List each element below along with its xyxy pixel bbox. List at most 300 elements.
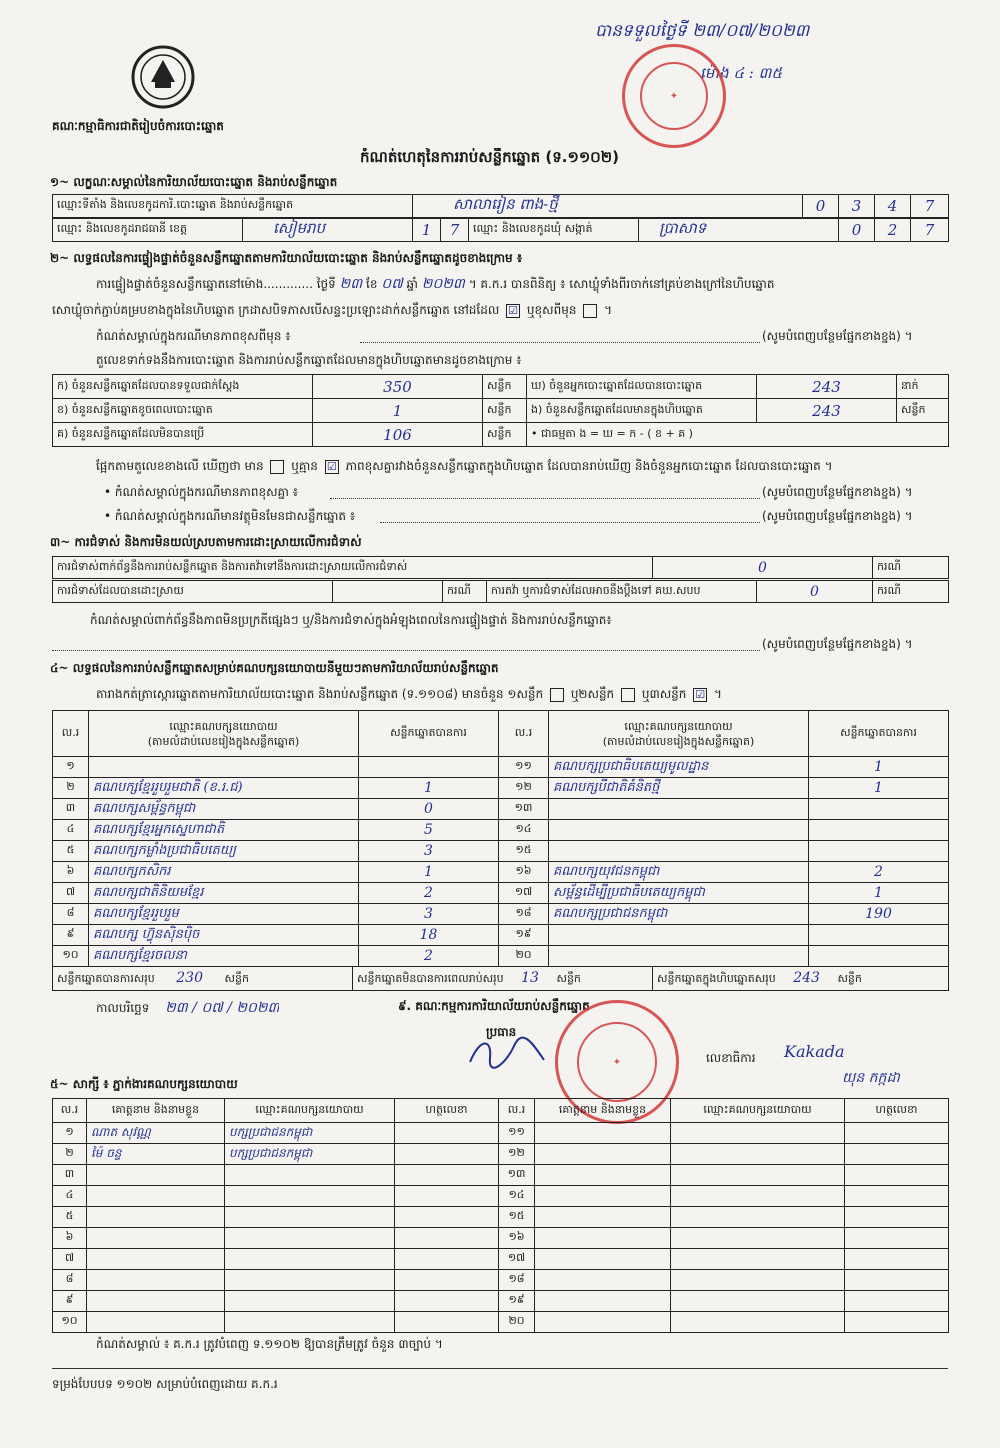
witness-signature	[845, 1144, 949, 1165]
total-box-value: 243	[793, 969, 820, 986]
location-code-digit: 7	[911, 195, 949, 218]
witness-signature	[395, 1123, 499, 1144]
location-code-digit: 0	[803, 195, 839, 218]
secretary-signature: Kakada	[784, 1042, 845, 1061]
official-stamp-top: ✦	[622, 44, 726, 148]
witness-party: បក្សប្រជាជនកម្ពុជា	[225, 1123, 395, 1144]
dotted-line	[52, 650, 760, 651]
vote-count	[359, 757, 499, 778]
verify-month-label: ខែ	[366, 277, 378, 291]
checkbox-2sheet[interactable]	[621, 688, 635, 702]
discrepancy-have-label: ផ្អែកតាមតួលេខខាងលើ ឃើញថា មាន	[96, 459, 264, 473]
section1-title: ១~ លក្ខណៈសម្គាល់នៃការិយាល័យបោះឆ្នោត និងរាប់សន្លឹកឆ្នោត	[50, 175, 338, 189]
row-no: ១៧	[499, 1249, 535, 1270]
row-no: ១៣	[499, 799, 549, 820]
complaints-table	[52, 556, 949, 579]
table-row	[53, 883, 949, 904]
witness-name	[535, 1186, 671, 1207]
witness-name: ណាត សុវណ្ណ	[87, 1123, 225, 1144]
table-row	[53, 1144, 949, 1165]
org-name: គណៈកម្មាធិការជាតិរៀបចំការបោះឆ្នោត	[52, 119, 224, 133]
vote-count	[809, 946, 949, 967]
col-party-subtitle: (តាមលំដាប់លេខរៀងក្នុងសន្លឹកឆ្នោត)	[602, 734, 755, 748]
witness-name	[87, 1249, 225, 1270]
commune-label: ឈ្មោះ និងលេខកូដឃុំ សង្កាត់	[469, 219, 639, 242]
row-no: ៦	[53, 1228, 87, 1249]
row-no: ១៨	[499, 904, 549, 925]
witness-party	[671, 1312, 845, 1333]
row-no: ៥	[53, 1207, 87, 1228]
row-no: ១១	[499, 1123, 535, 1144]
row-no: ៧	[53, 883, 89, 904]
witness-col-sign: ហត្ថលេខា	[845, 1099, 949, 1123]
row-no: ១៩	[499, 925, 549, 946]
vote-count: 1	[809, 883, 949, 904]
party-name	[549, 946, 809, 967]
figure-value: 1	[313, 399, 483, 423]
witness-name	[535, 1291, 671, 1312]
party-name: គណបក្សប្រជាជនកម្ពុជា	[549, 904, 809, 925]
vote-count	[809, 820, 949, 841]
witness-party	[671, 1123, 845, 1144]
total-valid-unit: សន្លឹក	[224, 971, 249, 985]
vote-count: 2	[359, 883, 499, 904]
party-name: គណបក្សកម្លាំងប្រជាធិបតេយ្យ	[89, 841, 359, 862]
witness-party	[671, 1228, 845, 1249]
row-no: ២	[53, 1144, 87, 1165]
figure-unit: សន្លឹក	[483, 423, 527, 447]
row-no: ១៦	[499, 862, 549, 883]
discrepancy-line	[96, 458, 833, 476]
row-no: ៦	[53, 862, 89, 883]
row-no: ១៥	[499, 1207, 535, 1228]
complaints-unit: ករណី	[873, 557, 949, 579]
complaints-value: 0	[653, 557, 873, 579]
fill-note: (សូមបំពេញបន្ថែមផ្នែកខាងខ្នង) ។	[762, 637, 913, 651]
party-name: គណបក្សសម្ព័ន្ធកម្ពុជា	[89, 799, 359, 820]
bullet-discrepancy: • កំណត់សម្គាល់ក្នុងករណីមានភាពខុសគ្នា ៖	[104, 485, 299, 499]
formula-note: • ជាធម្មតា ង = ឃ = ក - ( ខ + គ )	[527, 423, 949, 447]
witness-signature	[845, 1186, 949, 1207]
witness-signature	[845, 1123, 949, 1144]
witness-signature	[395, 1270, 499, 1291]
vote-count: 2	[809, 862, 949, 883]
checkbox-diff[interactable]	[583, 304, 597, 318]
section1-table	[52, 194, 949, 218]
witness-party	[671, 1270, 845, 1291]
table-row	[53, 925, 949, 946]
location-label: ឈ្មោះទីតាំង និងលេខកូដការិ.បោះឆ្នោត និងរាប់សន្លឹកឆ្នោត	[53, 195, 413, 218]
verify-line2: សោឃ្លុំចាក់ភ្ជាប់គម្របខាងក្នុងនៃហិបឆ្នោត ក្រដាសបិទភាសបើសន្ទះប្រឡោះដាក់សន្លឹកឆ្នោត នៅដដែល ☑ ឬខុសពីមុន ។	[52, 303, 612, 317]
party-name: គណបក្សប្រជាធិបតេយ្យមូលដ្ឋាន	[549, 757, 809, 778]
figure-label: ខ) ចំនួនសន្លឹកឆ្នោតខូចពេលបោះឆ្នោត	[53, 399, 313, 423]
province-value: សៀមរាប	[243, 219, 413, 242]
col-party-subtitle: (តាមលំដាប់លេខរៀងក្នុងសន្លឹកឆ្នោត)	[147, 734, 300, 748]
witness-party	[225, 1228, 395, 1249]
row-no: ១០	[53, 946, 89, 967]
row-no: ៩	[53, 1291, 87, 1312]
complaints-label: ការជំទាស់ពាក់ព័ន្ធនឹងការរាប់សន្លឹកឆ្នោត និងការតវ៉ាទៅនឹងការដោះស្រាយលើការជំទាស់	[53, 557, 653, 579]
row-no: ៧	[53, 1249, 87, 1270]
party-name: គណបក្ស ហ៊្វុនស៊ិនប៉ិច	[89, 925, 359, 946]
table-row	[53, 1312, 949, 1333]
party-name	[89, 757, 359, 778]
party-name	[549, 799, 809, 820]
tally-opt2: ឬ២សន្លឹក	[570, 687, 615, 701]
table-row	[53, 820, 949, 841]
witness-name	[87, 1312, 225, 1333]
tally-opt3: ឬ៣សន្លឹក	[641, 687, 687, 701]
witness-body	[53, 1123, 949, 1333]
figure-unit: សន្លឹក	[897, 399, 949, 423]
row-no: ៨	[53, 904, 89, 925]
location-value: សាលារៀន ពាង-ថ្មី	[413, 195, 803, 218]
section4-title: ៤~ លទ្ធផលនៃការរាប់សន្លឹកឆ្នោតសម្រាប់គណបក្សនយោបាយនីមួយៗតាមការិយាល័យរាប់សន្លឹកឆ្នោត	[50, 661, 499, 675]
witness-party	[671, 1207, 845, 1228]
col-party-title: ឈ្មោះគណបក្សនយោបាយ	[169, 719, 278, 733]
witness-name: ម៉ៃ ចន្ទ	[87, 1144, 225, 1165]
dotted-line	[360, 342, 760, 343]
location-code-digit: 3	[839, 195, 875, 218]
witness-col-no: ល.រ	[499, 1099, 535, 1123]
witness-signature	[395, 1207, 499, 1228]
total-invalid-label: សន្លឹកឆ្នោតមិនបានការពេលរាប់សរុប	[357, 971, 504, 985]
total-box-unit: សន្លឹក	[837, 971, 862, 985]
witness-name	[535, 1270, 671, 1291]
row-no: ១៤	[499, 1186, 535, 1207]
verify-day: ២៣	[339, 276, 363, 292]
figure-value: 243	[757, 375, 897, 399]
appeal-unit: ករណី	[873, 581, 949, 603]
footer-divider	[52, 1368, 948, 1369]
witness-party	[225, 1186, 395, 1207]
secretary-name: យុន កក្កដា	[842, 1070, 900, 1086]
table-row	[53, 904, 949, 925]
witness-name	[535, 1123, 671, 1144]
chair-signature-icon	[462, 1034, 552, 1074]
witness-party	[671, 1291, 845, 1312]
checkbox-none[interactable]: ☑	[325, 460, 339, 474]
witness-name	[87, 1228, 225, 1249]
witness-party	[225, 1207, 395, 1228]
row-no: ៤	[53, 820, 89, 841]
figure-unit: សន្លឹក	[483, 375, 527, 399]
verify-line1-text: ការផ្ទៀងផ្ទាត់ចំនួនសន្លឹកឆ្នោតនៅម៉ោង............. ថ្ងៃទី	[96, 277, 336, 291]
row-no: ១០	[53, 1312, 87, 1333]
section2-title: ២~ លទ្ធផលនៃការផ្ទៀងផ្ទាត់ចំនួនសន្លឹកឆ្នោតតាមការិយាល័យបោះឆ្នោត និងរាប់សន្លឹកឆ្នោតដូចខាងក្រោម ៖	[50, 251, 523, 265]
witness-signature	[845, 1291, 949, 1312]
table-row	[53, 778, 949, 799]
committee-label: ៩. គណៈកម្មការការិយាល័យរាប់សន្លឹកឆ្នោត	[398, 999, 590, 1013]
row-no: ១៧	[499, 883, 549, 904]
section1-table-row2	[52, 218, 949, 242]
fill-note: (សូមបំពេញបន្ថែមផ្នែកខាងខ្នង) ។	[762, 509, 913, 523]
checkbox-3sheet[interactable]: ☑	[693, 688, 707, 702]
received-note: បានទទួលថ្ងៃទី ២៣/០៧/២០២៣	[595, 21, 810, 41]
row-no: ១២	[499, 778, 549, 799]
witness-signature	[845, 1312, 949, 1333]
row-no: ៤	[53, 1186, 87, 1207]
row-no: ៣	[53, 799, 89, 820]
vote-count: 1	[359, 862, 499, 883]
results-body	[53, 757, 949, 967]
total-invalid-value: 13	[521, 969, 539, 986]
footer-note: កំណត់សម្គាល់ ៖ គ.ក.រ ត្រូវបំពេញ ទ.១១០២ ឱ្យបានត្រឹមត្រូវ ចំនួន ៣ច្បាប់ ។	[96, 1337, 443, 1351]
table-row	[53, 1207, 949, 1228]
section3-title: ៣~ ការជំទាស់ និងការមិនយល់ស្របតាមការដោះស្រាយលើការជំទាស់	[50, 535, 362, 549]
total-invalid	[353, 967, 653, 991]
table-row	[53, 1270, 949, 1291]
complaints-table-row2	[52, 580, 949, 603]
date-line	[96, 998, 279, 1019]
vote-count: 3	[359, 904, 499, 925]
total-valid	[53, 967, 353, 991]
vote-count: 1	[809, 778, 949, 799]
witness-name	[87, 1165, 225, 1186]
witness-party	[671, 1144, 845, 1165]
totals-table	[52, 966, 949, 991]
col-party-title: ឈ្មោះគណបក្សនយោបាយ	[624, 719, 733, 733]
row-no: ៩	[53, 925, 89, 946]
witness-party	[671, 1165, 845, 1186]
irregularity-note: កំណត់សម្គាល់ពាក់ព័ន្ធនឹងភាពមិនប្រក្រតីផ្សេងៗ ឬ/និងការជំទាស់ក្នុងអំឡុងពេលនៃការផ្ទៀងផ្ទាត់ និងការរាប់សន្លឹកឆ្នោត៖	[90, 613, 612, 627]
witness-party	[225, 1291, 395, 1312]
verify-year: ២០២៣	[421, 276, 465, 292]
witness-name	[535, 1144, 671, 1165]
witness-name	[535, 1228, 671, 1249]
party-name	[549, 841, 809, 862]
table-row	[53, 946, 949, 967]
fill-note: (សូមបំពេញបន្ថែមផ្នែកខាងខ្នង) ។	[762, 329, 913, 343]
witness-name	[535, 1165, 671, 1186]
discrepancy-none-label: ឬគ្មាន	[291, 459, 318, 473]
party-name	[549, 925, 809, 946]
total-invalid-unit: សន្លឹក	[556, 971, 581, 985]
witness-signature	[845, 1165, 949, 1186]
witness-name	[535, 1207, 671, 1228]
table-row	[53, 1291, 949, 1312]
results-table	[52, 710, 949, 967]
witness-party	[225, 1312, 395, 1333]
row-no: ១១	[499, 757, 549, 778]
total-valid-value: 230	[176, 969, 203, 986]
col-votes-header: សន្លឹកឆ្នោតបានការ	[809, 711, 949, 757]
resolved-label: ការជំទាស់ដែលបានដោះស្រាយ	[53, 581, 333, 603]
witness-party: បក្សប្រជាជនកម្ពុជា	[225, 1144, 395, 1165]
fill-note: (សូមបំពេញបន្ថែមផ្នែកខាងខ្នង) ។	[762, 485, 913, 499]
witness-signature	[395, 1228, 499, 1249]
witness-col-name: គោត្តនាម និងនាមខ្លួន	[535, 1099, 671, 1123]
figure-unit: នាក់	[897, 375, 949, 399]
witness-col-party: ឈ្មោះគណបក្សនយោបាយ	[225, 1099, 395, 1123]
party-name	[549, 820, 809, 841]
witness-signature	[395, 1291, 499, 1312]
table-row	[53, 757, 949, 778]
row-no: ៥	[53, 841, 89, 862]
witness-signature	[845, 1207, 949, 1228]
secretary-label: លេខាធិការ	[706, 1051, 756, 1065]
section5-title: ៥~ សាក្សី ៖ ភ្នាក់ងារគណបក្សនយោបាយ	[50, 1077, 238, 1091]
figures-table	[52, 374, 949, 447]
verify-year-label: ឆ្នាំ	[406, 277, 418, 291]
party-name: គណបក្សខ្មែរអ្នកស្នេហាជាតិ	[89, 820, 359, 841]
vote-count: 3	[359, 841, 499, 862]
vote-count	[809, 925, 949, 946]
vote-count: 1	[359, 778, 499, 799]
row-no: ១៦	[499, 1228, 535, 1249]
commune-code-digit: 7	[911, 219, 949, 242]
tally-intro-text: តារាងកត់ត្រាស្កោរឆ្នោតតាមការិយាល័យបោះឆ្នោត និងរាប់សន្លឹកឆ្នោត (ទ.១១០៨) មានចំនួន ១សន្លឹក	[96, 687, 544, 701]
col-party-header	[549, 711, 809, 757]
commune-value: ប្រាសាទ	[639, 219, 839, 242]
table-row	[53, 1249, 949, 1270]
commune-code-digit: 0	[839, 219, 875, 242]
row-no: ១៨	[499, 1270, 535, 1291]
figure-value: 106	[313, 423, 483, 447]
party-name: គណបក្សជាតិនិយមខ្មែរ	[89, 883, 359, 904]
row-no: ២	[53, 778, 89, 799]
witness-name	[87, 1291, 225, 1312]
witness-table	[52, 1098, 949, 1333]
witness-signature	[395, 1312, 499, 1333]
dotted-line	[380, 522, 760, 523]
received-time: ម៉ោង ៤ : ៣៥	[700, 64, 782, 82]
vote-count: 2	[359, 946, 499, 967]
witness-name	[87, 1270, 225, 1291]
witness-col-party: ឈ្មោះគណបក្សនយោបាយ	[671, 1099, 845, 1123]
party-name: សម្ព័ន្ធដើម្បីប្រជាធិបតេយ្យកម្ពុជា	[549, 883, 809, 904]
row-no: ៣	[53, 1165, 87, 1186]
figures-intro: តួលេខទាក់ទងនឹងការបោះឆ្នោត និងការរាប់សន្លឹកឆ្នោតដែលមានក្នុងហិបឆ្នោតមានដូចខាងក្រោម ៖	[96, 353, 522, 367]
province-label: ឈ្មោះ និងលេខកូដរាជធានី ខេត្ត	[53, 219, 243, 242]
total-valid-label: សន្លឹកឆ្នោតបានការសរុប	[57, 971, 155, 985]
checkbox-1sheet[interactable]	[550, 688, 564, 702]
figure-value: 243	[757, 399, 897, 423]
witness-signature	[845, 1228, 949, 1249]
party-name: គណបក្សខ្មែររួបរួម	[89, 904, 359, 925]
table-row	[53, 841, 949, 862]
witness-name	[87, 1186, 225, 1207]
appeal-value: 0	[757, 581, 873, 603]
party-name: គណបក្សខ្មែរចលនា	[89, 946, 359, 967]
witness-party	[671, 1186, 845, 1207]
row-no: ១៣	[499, 1165, 535, 1186]
vote-count	[809, 841, 949, 862]
witness-name	[535, 1249, 671, 1270]
witness-signature	[845, 1270, 949, 1291]
resolved-value	[333, 581, 443, 603]
checkbox-have[interactable]	[270, 460, 284, 474]
witness-party	[225, 1249, 395, 1270]
witness-signature	[395, 1165, 499, 1186]
figure-unit: សន្លឹក	[483, 399, 527, 423]
checkbox-same[interactable]: ☑	[506, 304, 520, 318]
table-row	[53, 1186, 949, 1207]
witness-party	[671, 1249, 845, 1270]
verify-month: ០៧	[381, 276, 403, 292]
total-box	[653, 967, 949, 991]
chair-label: ប្រធាន	[486, 1025, 517, 1039]
table-row	[53, 1228, 949, 1249]
witness-name	[535, 1312, 671, 1333]
row-no: ១៥	[499, 841, 549, 862]
dotted-line	[330, 498, 760, 499]
table-row	[53, 1165, 949, 1186]
form-identifier: ទម្រង់បែបបទ ១១០២ សម្រាប់បំពេញដោយ គ.ក.រ	[52, 1377, 278, 1391]
witness-party	[225, 1270, 395, 1291]
row-no: ១២	[499, 1144, 535, 1165]
party-name: គណបក្សយុវជនកម្ពុជា	[549, 862, 809, 883]
bullet-foreign-objects: • កំណត់សម្គាល់ក្នុងករណីមានវត្ថុមិនមែនជាសន្លឹកឆ្នោត ៖	[104, 509, 356, 523]
figure-label: ង) ចំនួនសន្លឹកឆ្នោតដែលមានក្នុងហិបឆ្នោត	[527, 399, 757, 423]
witness-col-name: គោត្តនាម និងនាមខ្លួន	[87, 1099, 225, 1123]
table-row	[53, 799, 949, 820]
witness-signature	[395, 1186, 499, 1207]
date-label: កាលបរិច្ឆេទ	[96, 1001, 150, 1015]
col-no-header: ល.រ	[499, 711, 549, 757]
witness-signature	[395, 1249, 499, 1270]
resolved-unit: ករណី	[443, 581, 487, 603]
figure-label: គ) ចំនួនសន្លឹកឆ្នោតដែលមិនបានប្រើ	[53, 423, 313, 447]
row-no: ៨	[53, 1270, 87, 1291]
location-code-digit: 4	[875, 195, 911, 218]
commune-code-digit: 2	[875, 219, 911, 242]
vote-count: 0	[359, 799, 499, 820]
appeal-label: ការតវ៉ា ឬការជំទាស់ដែលអាចនឹងប្តឹងទៅ គឃ.សបប	[487, 581, 757, 603]
figure-label: ឃ) ចំនួនអ្នកបោះឆ្នោតដែលបានបោះឆ្នោត	[527, 375, 757, 399]
verify-line1	[96, 274, 956, 295]
province-code-digit: 7	[441, 219, 469, 242]
row-no: ១	[53, 1123, 87, 1144]
row-no: ១៩	[499, 1291, 535, 1312]
vote-count	[809, 799, 949, 820]
vote-count: 190	[809, 904, 949, 925]
witness-col-sign: ហត្ថលេខា	[395, 1099, 499, 1123]
vote-count: 18	[359, 925, 499, 946]
verify-line2-text: សោឃ្លុំចាក់ភ្ជាប់គម្របខាងក្នុងនៃហិបឆ្នោត ក្រដាសបិទភាសបើសន្ទះប្រឡោះដាក់សន្លឹកឆ្នោត នៅដដែល	[52, 303, 500, 317]
party-name: គណបក្សខ្មែររួបរួមជាតិ (ខ.រ.ជ)	[89, 778, 359, 799]
party-name: គណបក្សកសិករ	[89, 862, 359, 883]
discrepancy-text: ភាពខុសគ្នារវាងចំនួនសន្លឹកឆ្នោតក្នុងហិបឆ្នោត ដែលបានរាប់ឃើញ និងចំនួនអ្នកបោះឆ្នោត ដែលបានបោះឆ្នោត ។	[345, 459, 833, 473]
province-code-digit: 1	[413, 219, 441, 242]
verify-diff-label: ឬខុសពីមុន	[526, 303, 577, 317]
col-party-header	[89, 711, 359, 757]
witness-name	[87, 1207, 225, 1228]
table-row	[53, 862, 949, 883]
table-row	[53, 1123, 949, 1144]
row-no: ២០	[499, 1312, 535, 1333]
nec-emblem-icon	[127, 42, 199, 112]
doc-title: កំណត់ហេតុនៃការរាប់សន្លឹកឆ្នោត (ទ.១១០២)	[360, 148, 620, 166]
witness-col-no: ល.រ	[53, 1099, 87, 1123]
witness-signature	[395, 1144, 499, 1165]
figure-value: 350	[313, 375, 483, 399]
col-no-header: ល.រ	[53, 711, 89, 757]
row-no: ១	[53, 757, 89, 778]
witness-party	[225, 1165, 395, 1186]
witness-signature	[845, 1249, 949, 1270]
total-box-label: សន្លឹកឆ្នោតក្នុងហិបឆ្នោតសរុប	[657, 971, 776, 985]
row-no: ២០	[499, 946, 549, 967]
figure-label: ក) ចំនួនសន្លឹកឆ្នោតដែលបានទទួលជាក់ស្តែង	[53, 375, 313, 399]
vote-count: 1	[809, 757, 949, 778]
date-value: ២៣ / ០៧ / ២០២៣	[165, 1000, 280, 1016]
official-stamp-committee: ✦	[555, 1000, 679, 1124]
verify-line1-tail: ។ គ.ក.រ បានពិនិត្យ ៖ សោឃ្លុំទាំងពីរចាក់នៅគ្រប់ខាងក្រៅនៃហិបឆ្នោត	[468, 277, 775, 291]
tally-intro: តារាងកត់ត្រាស្កោរឆ្នោតតាមការិយាល័យបោះឆ្នោត និងរាប់សន្លឹកឆ្នោត (ទ.១១០៨) មានចំនួន ១សន្លឹក ឬ២សន្លឹក ឬ៣សន្លឹក ☑ ។	[96, 687, 722, 701]
col-votes-header: សន្លឹកឆ្នោតបានការ	[359, 711, 499, 757]
party-name: គណបក្សបីជាតិគំនិតថ្មី	[549, 778, 809, 799]
